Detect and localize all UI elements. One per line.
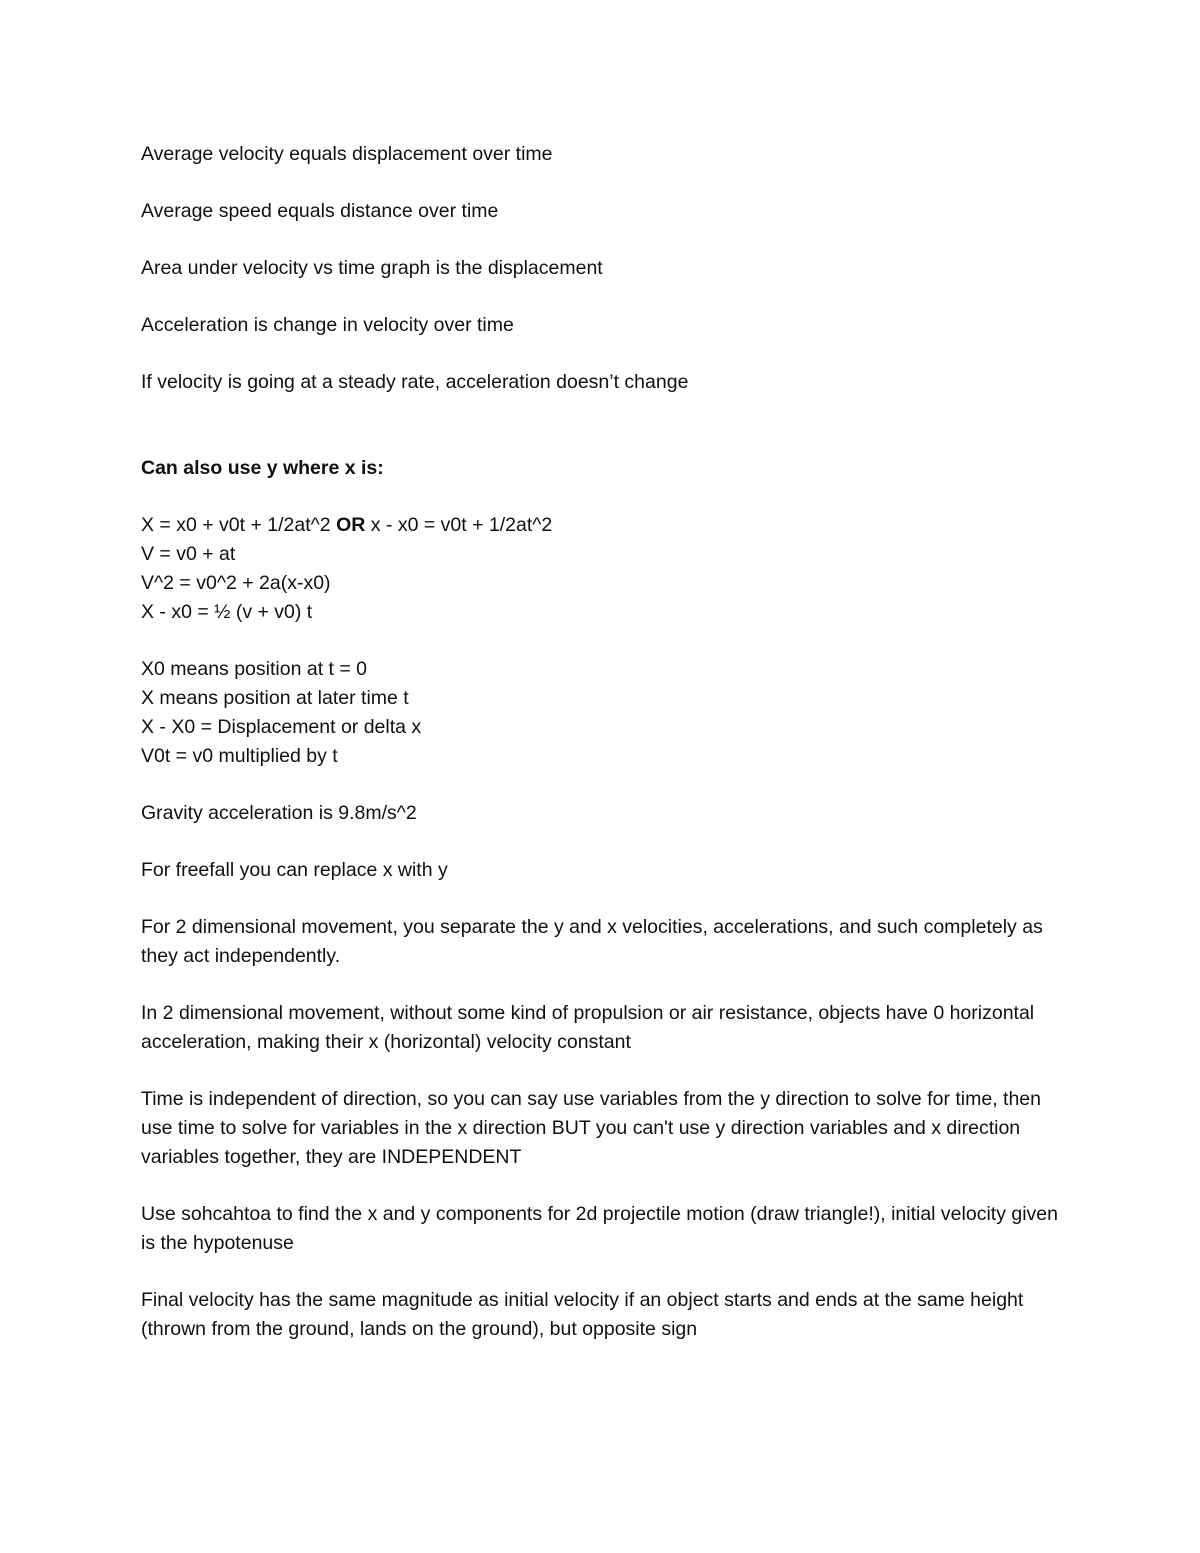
equation-line: V = v0 + at (141, 543, 236, 565)
definition-line: X means position at later time t (141, 687, 409, 709)
or-keyword: OR (336, 514, 366, 536)
note-paragraph: In 2 dimensional movement, without some kind of propulsion or air resistance, objects have 0 horizontal acceleration, making their x (horizontal) velocity constant (141, 1002, 1035, 1053)
intro-line: Average speed equals distance over time (141, 200, 499, 222)
equation-line: X - x0 = ½ (v + v0) t (141, 601, 313, 623)
note-paragraph: For 2 dimensional movement, you separate the y and x velocities, accelerations, and such completely as they act independently. (141, 916, 1043, 967)
section-heading: Can also use y where x is: (141, 457, 384, 479)
note-paragraph: Gravity acceleration is 9.8m/s^2 (141, 802, 417, 824)
equation-line (141, 511, 1071, 540)
intro-line: Area under velocity vs time graph is the displacement (141, 257, 603, 279)
intro-line: Average velocity equals displacement over time (141, 143, 553, 165)
definition-line: V0t = v0 multiplied by t (141, 745, 338, 767)
note-paragraph: Use sohcahtoa to find the x and y components for 2d projectile motion (draw triangle!), initial velocity given is the hypotenuse (141, 1203, 1058, 1254)
intro-line: If velocity is going at a steady rate, acceleration doesn’t change (141, 371, 689, 393)
note-paragraph: Final velocity has the same magnitude as initial velocity if an object starts and ends at the same height (thrown from the ground, lands on the ground), but opposite sign (141, 1289, 1024, 1340)
equation-line: V^2 = v0^2 + 2a(x-x0) (141, 572, 331, 594)
equation-block (141, 511, 1071, 627)
equation-part: x - x0 = v0t + 1/2at^2 (365, 514, 553, 536)
definitions-block (141, 655, 1071, 771)
document-page (141, 140, 1071, 1372)
definition-line: X - X0 = Displacement or delta x (141, 716, 422, 738)
note-paragraph: For freefall you can replace x with y (141, 859, 448, 881)
intro-line: Acceleration is change in velocity over time (141, 314, 514, 336)
definition-line: X0 means position at t = 0 (141, 658, 368, 680)
equation-part: X = x0 + v0t + 1/2at^2 (141, 514, 337, 536)
note-paragraph: Time is independent of direction, so you can say use variables from the y direction to solve for time, then use time to solve for variables in the x direction BUT you can't use y direction variables and x direction variables together, they are INDEPENDENT (141, 1088, 1041, 1168)
